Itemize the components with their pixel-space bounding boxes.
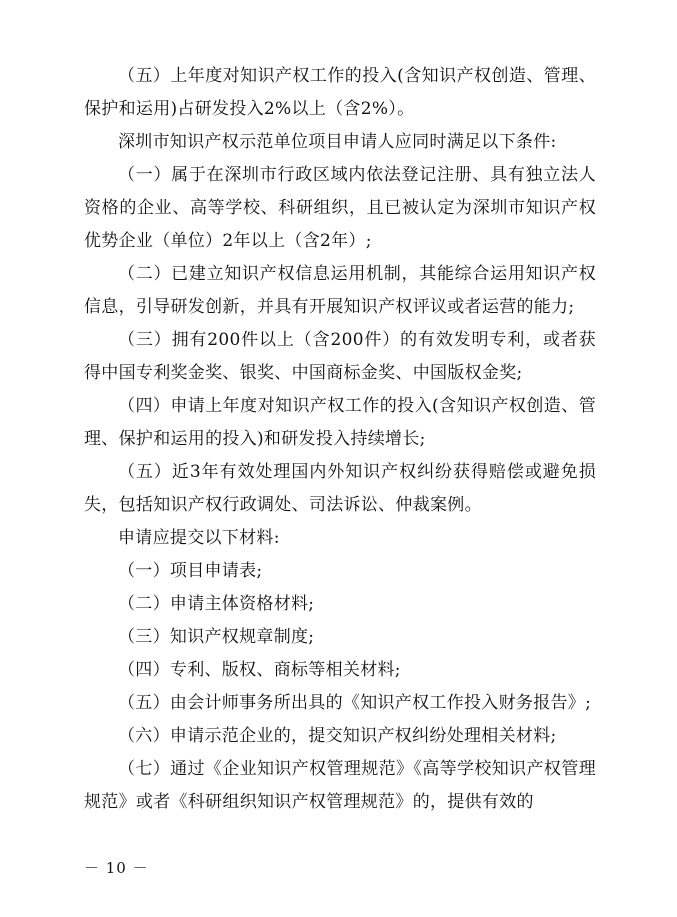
- paragraph-investment-ratio: （五）上年度对知识产权工作的投入(含知识产权创造、管理、保护和运用)占研发投入2%以上（含2%）。: [84, 66, 596, 119]
- page-number: － 10 －: [84, 859, 149, 877]
- paragraph-condition-4: （四）申请上年度对知识产权工作的投入(含知识产权创造、管理、保护和运用的投入)和研发投入持续增长;: [84, 396, 596, 449]
- paragraph-material-7: （七）通过《企业知识产权管理规范》《高等学校知识产权管理规范》或者《科研组织知识产权管理规范》的，提供有效的: [84, 759, 596, 812]
- paragraph-demo-unit-conditions-intro: 深圳市知识产权示范单位项目申请人应同时满足以下条件:: [118, 132, 557, 152]
- paragraph-material-5: （五）由会计师事务所出具的《知识产权工作投入财务报告》;: [118, 693, 592, 713]
- paragraph-material-4: （四）专利、版权、商标等相关材料;: [118, 660, 401, 680]
- paragraph-condition-3: （三）拥有200件以上（含200件）的有效发明专利，或者获得中国专利奖金奖、银奖、中国商标金奖、中国版权金奖;: [84, 330, 596, 383]
- paragraph-condition-1: （一）属于在深圳市行政区域内依法登记注册、具有独立法人资格的企业、高等学校、科研组织，且已被认定为深圳市知识产权优势企业（单位）2年以上（含2年）;: [84, 165, 596, 251]
- paragraph-materials-intro: 申请应提交以下材料:: [118, 528, 280, 548]
- paragraph-material-3: （三）知识产权规章制度;: [118, 627, 315, 647]
- paragraph-condition-2: （二）已建立知识产权信息运用机制，其能综合运用知识产权信息，引导研发创新，并具有开展知识产权评议或者运营的能力;: [84, 264, 596, 317]
- document-body: [84, 60, 596, 819]
- paragraph-material-1: （一）项目申请表;: [118, 561, 263, 581]
- paragraph-material-2: （二）申请主体资格材料;: [118, 594, 315, 614]
- paragraph-condition-5: （五）近3年有效处理国内外知识产权纠纷获得赔偿或避免损失，包括知识产权行政调处、司法诉讼、仲裁案例。: [84, 462, 596, 515]
- paragraph-material-6: （六）申请示范企业的，提交知识产权纠纷处理相关材料;: [118, 726, 557, 746]
